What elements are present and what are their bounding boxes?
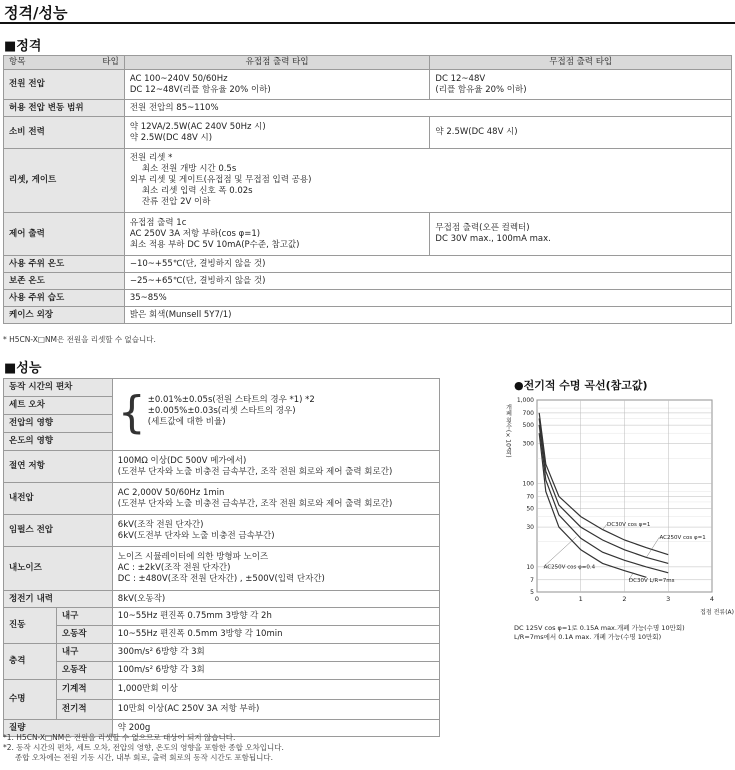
rating-footnote: * H5CN-X□NM은 전원을 리셋할 수 없습니다. [3, 335, 156, 344]
y-tick-label: 10 [526, 563, 534, 571]
row-ambient-humidity [4, 290, 732, 307]
value-ambient-humidity: 35~85% [124, 290, 731, 307]
life-curve-chart [500, 392, 735, 622]
series-leader [544, 537, 577, 567]
x-tick-label: 1 [578, 595, 583, 603]
row-power-voltage [4, 70, 732, 100]
chart-title: ●전기적 수명 곡선(참고값) [514, 379, 648, 392]
label-withstand: 내전압 [4, 483, 113, 515]
series-label: AC250V cos φ=0.4 [543, 564, 596, 571]
chart-caption-2: L/R=7ms에서 0.1A max. 개폐 가능(수명 10만회) [514, 633, 662, 641]
x-tick-label: 2 [622, 595, 627, 603]
label-power-voltage: 전원 전압 [4, 70, 125, 100]
y-axis-label: 개폐 횟수(×10⁴회) [504, 404, 512, 458]
series-label: DC30V L/R=7ms [628, 577, 675, 584]
series-label: AC250V cos φ=1 [659, 534, 706, 541]
label-control-output: 제어 출력 [4, 213, 125, 256]
row-ambient-temp [4, 256, 732, 273]
y-tick-label: 70 [526, 493, 534, 501]
y-tick-label: 300 [522, 440, 534, 448]
footnote-3: 종합 오차에는 전원 기동 시간, 내부 회로, 출력 회로의 동작 시간도 포함됩니다. [15, 753, 273, 762]
label-case-color: 케이스 외장 [4, 307, 125, 324]
brace-symbol: { [117, 386, 146, 438]
y-tick-label: 700 [522, 409, 534, 417]
rating-section-title: ■정격 [4, 39, 42, 54]
label-shock-malfunction: 오동작 [56, 662, 112, 680]
label-reset-gate: 리셋, 게이트 [4, 149, 125, 213]
value-control-output-contact: 유접점 출력 1c AC 250V 3A 저항 부하(cos φ=1) 최소 적용 부하 DC 5V 10mA(P수준, 참고값) [124, 213, 430, 256]
x-tick-label: 3 [666, 595, 671, 603]
y-tick-label: 500 [522, 422, 534, 430]
label-vibration-durability: 내구 [56, 608, 112, 626]
label-vibration-malfunction: 오동작 [56, 626, 112, 644]
label-noise: 내노이즈 [4, 547, 113, 591]
row-reset-gate [4, 149, 732, 213]
label-power-consumption: 소비 전력 [4, 117, 125, 149]
value-life-mechanical: 1,000만회 이상 [112, 680, 439, 700]
value-withstand: AC 2,000V 50/60Hz 1min (도전부 단자와 노출 비충전 금속부간, 조작 전원 회로와 제어 출력 회로간) [112, 483, 439, 515]
label-esd: 정전기 내력 [4, 591, 113, 608]
value-allowable-range: 전원 전압의 85~110% [124, 100, 731, 117]
value-vibration-malfunction: 10~55Hz 편진폭 0.5mm 3방향 각 10min [112, 626, 439, 644]
row-op-time-deviation [4, 379, 440, 397]
footnote-1: *1. H5CN-X□NM은 전원을 리셋할 수 없으므로 대상이 되지 않습니다. [3, 733, 236, 742]
performance-table [3, 378, 440, 737]
row-life-electrical [4, 700, 440, 720]
value-vibration-durability: 10~55Hz 편진폭 0.75mm 3방향 각 2h [112, 608, 439, 626]
value-esd: 8kV(오동작) [112, 591, 439, 608]
series-line [539, 413, 668, 555]
row-impulse [4, 515, 440, 547]
row-insulation [4, 451, 440, 483]
footnote-2: *2. 동작 시간의 편차, 세트 오차, 전압의 영향, 온도의 영향을 포함한 종합 오차입니다. [3, 743, 284, 752]
row-storage-temp [4, 273, 732, 290]
value-insulation: 100MΩ 이상(DC 500V 메가에서) (도전부 단자와 노출 비충전 금속부간, 조작 전원 회로와 제어 출력 회로간) [112, 451, 439, 483]
row-noise [4, 547, 440, 591]
value-shock-malfunction: 100m/s² 6방향 각 3회 [112, 662, 439, 680]
header-noncontact-output: 무접점 출력 타입 [430, 56, 732, 70]
series-leader [646, 537, 659, 557]
row-shock-malfunction [4, 662, 440, 680]
label-setting-error: 세트 오차 [4, 397, 113, 415]
y-tick-label: 50 [526, 505, 534, 513]
label-insulation: 절연 저항 [4, 451, 113, 483]
label-op-time-deviation: 동작 시간의 편차 [4, 379, 113, 397]
row-allowable-range [4, 100, 732, 117]
chart-caption-1: DC 125V cos φ=1로 0.15A max.개폐 가능(수명 10만회) [514, 624, 685, 632]
y-tick-label: 7 [530, 576, 534, 584]
y-tick-label: 30 [526, 524, 534, 532]
label-storage-temp: 보존 온도 [4, 273, 125, 290]
x-tick-label: 4 [709, 595, 715, 603]
x-axis-label: 접점 전류(A) [700, 609, 734, 616]
value-power-consumption-noncontact: 약 2.5W(DC 48V 시) [430, 117, 732, 149]
value-reset-gate: 전원 리셋 * 최소 전원 개방 시간 0.5s 외부 리셋 및 게이트(유접점 및 무접점 입력 공용) 최소 리셋 입력 신호 폭 0.02s 잔류 전압 2V 이하 [124, 149, 731, 213]
label-ambient-humidity: 사용 주위 습도 [4, 290, 125, 307]
row-shock-durability [4, 644, 440, 662]
value-impulse: 6kV(조작 전원 단자간) 6kV(도전부 단자와 노출 비충전 금속부간) [112, 515, 439, 547]
label-voltage-influence: 전압의 영향 [4, 415, 113, 433]
row-withstand [4, 483, 440, 515]
row-vibration-durability [4, 608, 440, 626]
label-ambient-temp: 사용 주위 온도 [4, 256, 125, 273]
row-life-mechanical [4, 680, 440, 700]
row-power-consumption [4, 117, 732, 149]
header-item: 항목 [9, 57, 26, 67]
title-divider [0, 22, 735, 24]
y-tick-label: 100 [522, 480, 534, 488]
value-control-output-noncontact: 무접점 출력(오픈 컬렉터) DC 30V max., 100mA max. [430, 213, 732, 256]
label-life-mechanical: 기계적 [56, 680, 112, 700]
value-storage-temp: −25~+65℃(단, 결빙하지 않을 것) [124, 273, 731, 290]
row-case-color [4, 307, 732, 324]
label-allowable-range: 허용 전압 변동 범위 [4, 100, 125, 117]
label-life-electrical: 전기적 [56, 700, 112, 720]
header-contact-output: 유접점 출력 타입 [124, 56, 430, 70]
performance-footnotes [3, 733, 284, 763]
value-power-voltage-noncontact: DC 12~48V (리플 함유율 20% 이하) [430, 70, 732, 100]
label-impulse: 임펄스 전압 [4, 515, 113, 547]
page-title: 정격/성능 [4, 4, 68, 22]
value-weight: 약 200g [112, 720, 439, 737]
header-item-type [4, 56, 125, 70]
y-tick-label: 5 [530, 589, 534, 596]
rating-header-row [4, 56, 732, 70]
row-esd [4, 591, 440, 608]
value-noise: 노이즈 시뮬레이터에 의한 방형파 노이즈 AC : ±2kV(조작 전원 단자간) DC : ±480V(조작 전원 단자간) , ±500V(입력 단자간) [112, 547, 439, 591]
value-accuracy: { ±0.01%±0.05s(전원 스타트의 경우 *1) *2 ±0.005%±0.03s(리셋 스타트의 경우) (세트값에 대한 비율) [112, 379, 439, 451]
label-shock: 충격 [4, 644, 57, 680]
label-weight: 질량 [4, 720, 113, 737]
label-temp-influence: 온도의 영향 [4, 433, 113, 451]
value-case-color: 밝은 회색(Munsell 5Y7/1) [124, 307, 731, 324]
x-tick-label: 0 [534, 595, 540, 603]
series-line [539, 425, 668, 573]
label-shock-durability: 내구 [56, 644, 112, 662]
row-vibration-malfunction [4, 626, 440, 644]
value-ambient-temp: −10~+55℃(단, 결빙하지 않을 것) [124, 256, 731, 273]
label-life: 수명 [4, 680, 57, 720]
y-tick-label: 1,000 [516, 397, 534, 404]
label-vibration: 진동 [4, 608, 57, 644]
series-label: DC30V cos φ=1 [607, 522, 651, 529]
row-control-output [4, 213, 732, 256]
performance-section-title: ■성능 [4, 361, 42, 376]
value-shock-durability: 300m/s² 6방향 각 3회 [112, 644, 439, 662]
value-power-consumption-contact: 약 12VA/2.5W(AC 240V 50Hz 시) 약 2.5W(DC 48V 시) [124, 117, 430, 149]
rating-table [3, 55, 732, 324]
value-life-electrical: 10만회 이상(AC 250V 3A 저항 부하) [112, 700, 439, 720]
header-type: 타입 [102, 57, 119, 67]
value-power-voltage-contact: AC 100~240V 50/60Hz DC 12~48V(리플 함유율 20% 이하) [124, 70, 430, 100]
